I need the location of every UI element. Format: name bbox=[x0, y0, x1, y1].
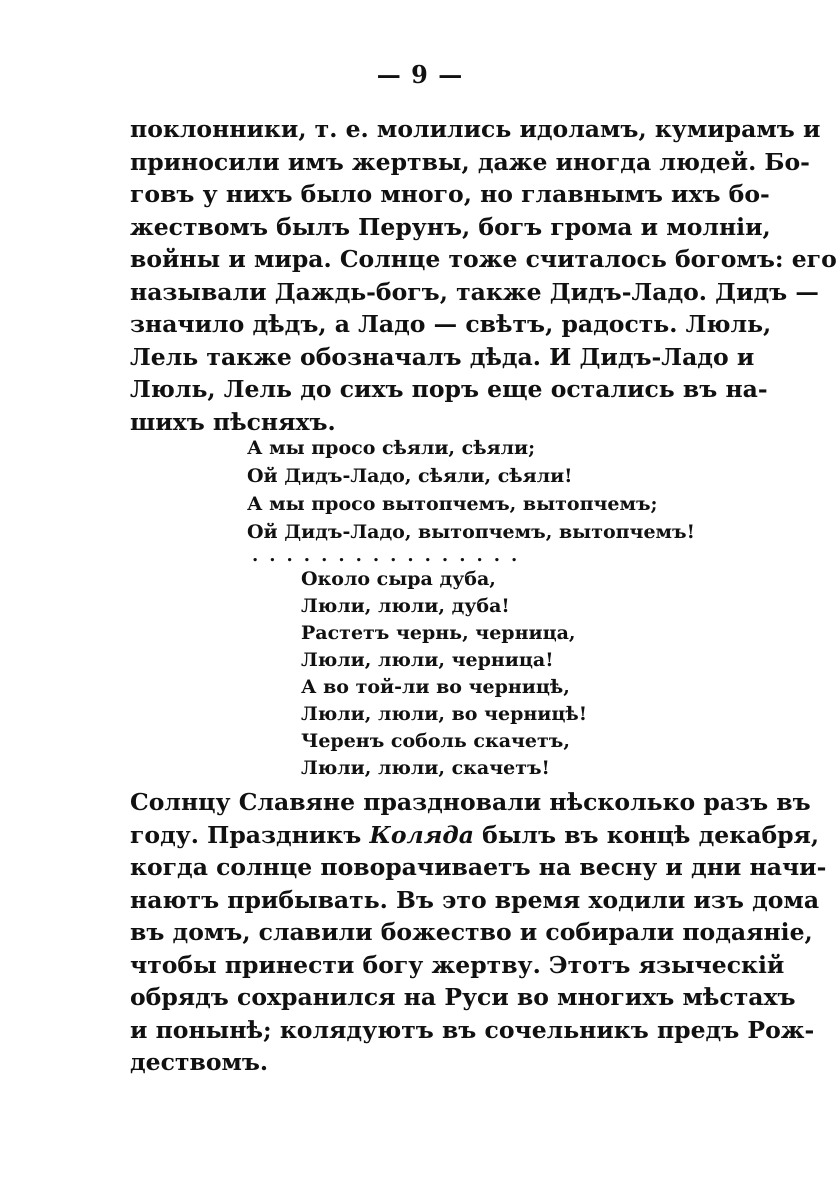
text-line: значило дѣдъ, а Ладо — свѣтъ, радость. Люль, bbox=[130, 310, 772, 338]
text-line: войны и мира. Солнце тоже считалось богомъ: его bbox=[130, 245, 837, 273]
verse-ellipsis-divider: ................ bbox=[252, 545, 529, 566]
verse-line: Ой Дидъ-Ладо, вытопчемъ, вытопчемъ! bbox=[247, 521, 695, 543]
text-line: Лель также обозначалъ дѣда. И Дидъ-Ладо и bbox=[130, 342, 755, 371]
text-line: Солнцу Славяне праздновали нѣсколько разъ въ bbox=[130, 788, 811, 816]
text-line: чтобы принести богу жертву. Этотъ языческій bbox=[130, 950, 785, 979]
text-line: называли Даждь-богъ, также Дидъ-Ладо. Дидъ — bbox=[130, 277, 819, 306]
verse-line: Растетъ чернь, черница, bbox=[301, 622, 576, 644]
text-line: поклонники, т. е. молились идоламъ, кумирамъ и bbox=[130, 115, 821, 143]
verse-line: Черенъ соболь скачетъ, bbox=[301, 730, 570, 752]
verse-line: Люли, люли, во черницѣ! bbox=[301, 703, 588, 725]
verse-line: Люли, люли, дуба! bbox=[301, 595, 510, 617]
text-line: говъ у нихъ было много, но главнымъ ихъ бо- bbox=[130, 180, 770, 208]
paragraph-2 bbox=[130, 786, 827, 1079]
paragraph-1 bbox=[130, 113, 837, 438]
text-fragment: былъ въ концѣ декабря, bbox=[474, 820, 820, 849]
text-line: обрядъ сохранился на Руси во многихъ мѣстахъ bbox=[130, 983, 796, 1011]
verse-line: Ой Дидъ-Ладо, сѣяли, сѣяли! bbox=[247, 465, 573, 487]
emphasized-term: Коляда bbox=[369, 820, 474, 849]
verse-line: Люли, люли, скачетъ! bbox=[301, 757, 550, 779]
text-line: Люль, Лель до сихъ поръ еще остались въ на- bbox=[130, 375, 768, 403]
text-line: наютъ прибывать. Въ это время ходили изъ дома bbox=[130, 885, 820, 914]
verse-line: А во той-ли во черницѣ, bbox=[301, 676, 570, 698]
text-line: шихъ пѣсняхъ. bbox=[130, 407, 336, 436]
text-line: приносили имъ жертвы, даже иногда людей. Бо- bbox=[130, 147, 810, 176]
verse-line: Люли, люли, черница! bbox=[301, 649, 554, 671]
verse-line: А мы просо сѣяли, сѣяли; bbox=[247, 437, 536, 459]
page-number: — 9 — bbox=[376, 60, 464, 89]
text-fragment: году. Праздникъ bbox=[130, 820, 370, 849]
text-line: когда солнце поворачиваетъ на весну и дни начи- bbox=[130, 853, 827, 881]
text-line: въ домъ, славили божество и собирали подаяніе, bbox=[130, 918, 813, 946]
text-line: жествомъ былъ Перунъ, богъ грома и молніи, bbox=[130, 212, 771, 241]
text-line: дествомъ. bbox=[130, 1048, 269, 1076]
verse-stanza-1 bbox=[247, 434, 695, 546]
verse-line: А мы просо вытопчемъ, вытопчемъ; bbox=[247, 493, 658, 515]
verse-stanza-2 bbox=[301, 566, 587, 782]
verse-line: Около сыра дуба, bbox=[301, 568, 496, 590]
text-line: и понынѣ; колядуютъ въ сочельникъ предъ Рож- bbox=[130, 1015, 815, 1044]
text-line bbox=[130, 819, 820, 852]
